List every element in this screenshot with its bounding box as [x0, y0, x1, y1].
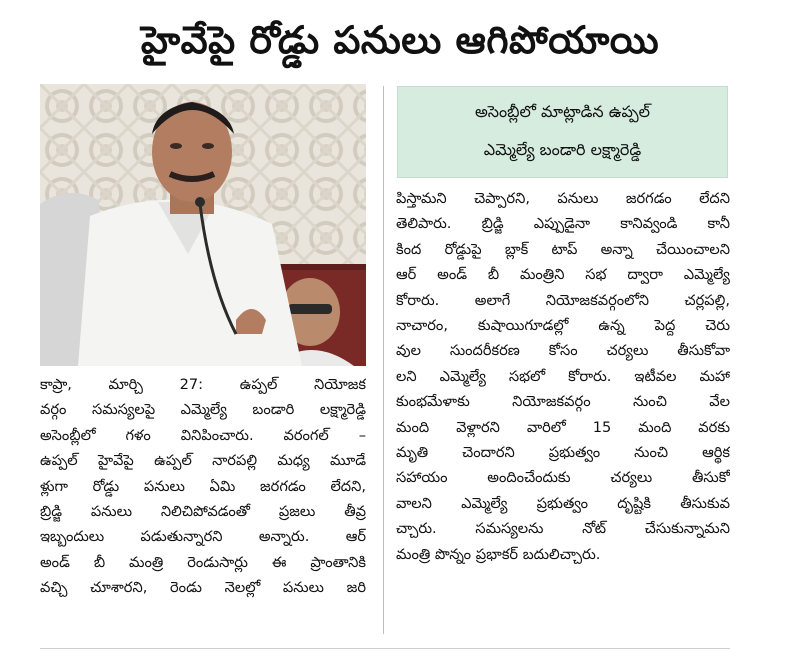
article-line: ఇబ్బందులు పడుతున్నారని అన్నారు. ఆర్: [40, 528, 366, 546]
article-line: కింద రోడ్డుపై బ్లాక్ టాప్ అన్నా చేయించాలని: [396, 240, 730, 258]
article-line: ఉప్పల్ హైవేపై ఉప్పల్ నారపల్లి మధ్య మూడే: [40, 452, 366, 470]
article-line: వర్గం సమస్యలపై ఎమ్మెల్యే బండారి లక్ష్మారెడ్డి: [40, 401, 366, 419]
article-line: అండ్ బీ మంత్రి రెండుసార్లు ఈ ప్రాంతానికి: [40, 553, 366, 571]
article-line: పిస్తామని చెప్పారని, పనులు జరగడం లేదని: [396, 190, 730, 207]
mla-speaking-photo: [40, 84, 366, 366]
column-divider: [383, 86, 384, 634]
callout-line: అసెంబ్లీలో మాట్లాడిన ఉప్పల్: [474, 102, 651, 121]
article-line: నాచారం, కుషాయిగూడల్లో ఉన్న పెద్ద చెరు: [396, 317, 730, 335]
article-line: వచ్చి చూశారని, రెండు నెలల్లో పనులు జరి: [40, 579, 366, 597]
article-line: కాప్రా, మార్చి 27: ఉప్పల్ నియోజక: [40, 376, 366, 393]
article-line: మంది వెళ్లారని వారిలో 15 మంది వరకు: [396, 418, 730, 436]
article-line: ఆర్ అండ్ బీ మంత్రిని సభ ద్వారా ఎమ్మెల్యే: [396, 266, 730, 284]
article-line: లని ఎమ్మెల్యే సభలో కోరారు. ఇటీవల మహా: [396, 367, 730, 385]
article-line: అసెంబ్లీలో గళం వినిపించారు. వరంగల్ –: [40, 426, 366, 444]
article-line: మంత్రి పొన్నం ప్రభాకర్ బదులిచ్చారు.: [396, 545, 601, 563]
subheading-callout: [397, 86, 728, 178]
article-line: కోరారు. అలాగే నియోజకవర్గంలోని చర్లపల్లి,: [396, 291, 730, 309]
headline: హైవేపై రోడ్డు పనులు ఆగిపోయాయి: [140, 18, 660, 62]
article-line: మృతి చెందారని ప్రభుత్వం నుంచి ఆర్థిక: [396, 444, 730, 462]
article-line: వాలని ఎమ్మెల్యే ప్రభుత్వం దృష్టికి తీసుకువ: [396, 494, 730, 512]
article-line: సహాయం అందించేందుకు చర్యలు తీసుకో: [396, 469, 730, 487]
article-line: వుల సుందరీకరణ కోసం చర్యలు తీసుకోవా: [396, 342, 730, 360]
article-line: చ్చారు. సమస్యలను నోట్ చేసుకున్నామని: [396, 520, 730, 538]
article-line: కుంభమేళాకు నియోజకవర్గం నుంచి వేల: [396, 393, 730, 411]
article-column-left: [40, 372, 366, 601]
article-line: తెలిపారు. బ్రిడ్జి ఎప్పుడైనా కానివ్వండి కానీ: [396, 215, 730, 233]
article-line: బ్రిడ్జి పనులు నిలిచిపోవడంతో ప్రజలు తీవ్ర: [40, 503, 366, 521]
article-column-right: [396, 186, 730, 567]
callout-line: ఎమ్మెల్యే బండారి లక్ష్మారెడ్డి: [483, 140, 642, 159]
bottom-rule: [40, 648, 730, 649]
article-line: ళ్లుగా రోడ్డు పనులు ఏమి జరగడం లేదని,: [40, 477, 366, 495]
